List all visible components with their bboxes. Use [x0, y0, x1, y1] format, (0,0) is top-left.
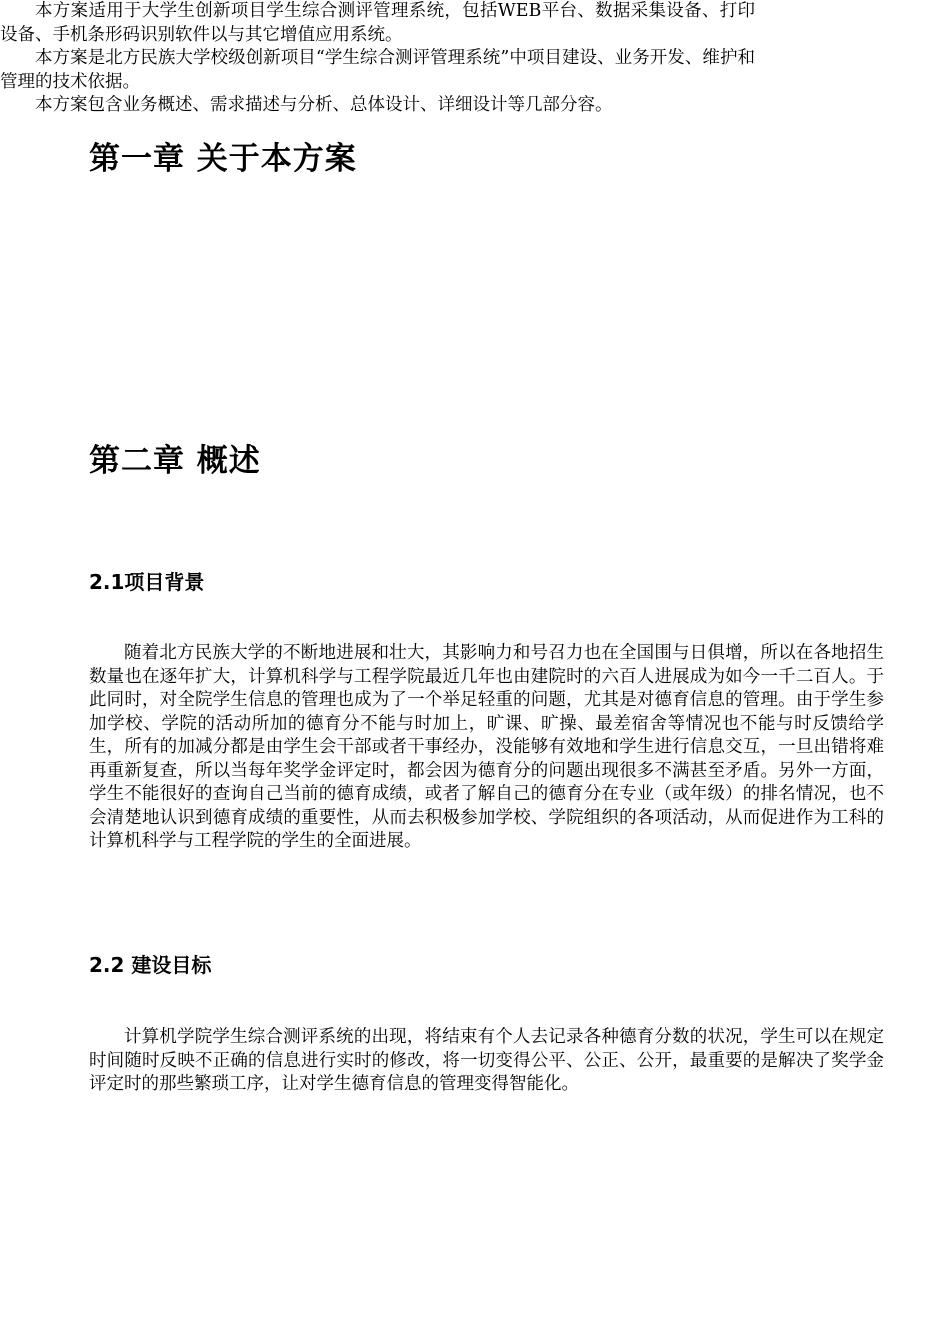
section-2-2-title: 2.2 建设目标	[89, 953, 212, 977]
chapter-1-body	[0, 0, 755, 118]
section-2-2-paragraph: 计算机学院学生综合测评系统的出现，将结束有个人去记录各种德育分数的状况，学生可以在规定时间随时反映不正确的信息进行实时的修改，将一切变得公平、公正、公开，最重要的是解决了奖学金评定时的那些繁琐工序，让对学生德育信息的管理变得智能化。	[89, 1027, 884, 1094]
chapter-1-paragraph-1: 本方案适用于大学生创新项目学生综合测评管理系统，包括WEB平台、数据采集设备、打印设备、手机条形码识别软件以与其它增值应用系统。	[0, 1, 755, 45]
section-2-1-title: 2.1项目背景	[89, 570, 205, 594]
section-2-1-paragraph: 随着北方民族大学的不断地进展和壮大，其影响力和号召力也在全国围与日俱增，所以在各地招生数量也在逐年扩大，计算机科学与工程学院最近几年也由建院时的六百人进展成为如今一千二百人。于此同时，对全院学生信息的管理也成为了一个举足轻重的问题，尤其是对德育信息的管理。由于学生参加学校、学院的活动所加的德育分不能与时加上，旷课、旷操、最差宿舍等情况也不能与时反馈给学生，所有的加减分都是由学生会干部或者干事经办，没能够有效地和学生进行信息交互，一旦出错将难再重新复查，所以当每年奖学金评定时，都会因为德育分的问题出现很多不满甚至矛盾。另外一方面，学生不能很好的查询自己当前的德育成绩，或者了解自己的德育分在专业（或年级）的排名情况，也不会清楚地认识到德育成绩的重要性，从而去积极参加学校、学院组织的各项活动，从而促进作为工科的计算机科学与工程学院的学生的全面进展。	[89, 643, 884, 851]
chapter-1-paragraph-2: 本方案是北方民族大学校级创新项目“学生综合测评管理系统”中项目建设、业务开发、维护和管理的技术依据。	[0, 48, 755, 92]
chapter-1-title: 第一章 关于本方案	[89, 141, 357, 177]
chapter-2-title: 第二章 概述	[89, 443, 261, 479]
chapter-1-paragraph-3: 本方案包含业务概述、需求描述与分析、总体设计、详细设计等几部分容。	[35, 95, 613, 115]
